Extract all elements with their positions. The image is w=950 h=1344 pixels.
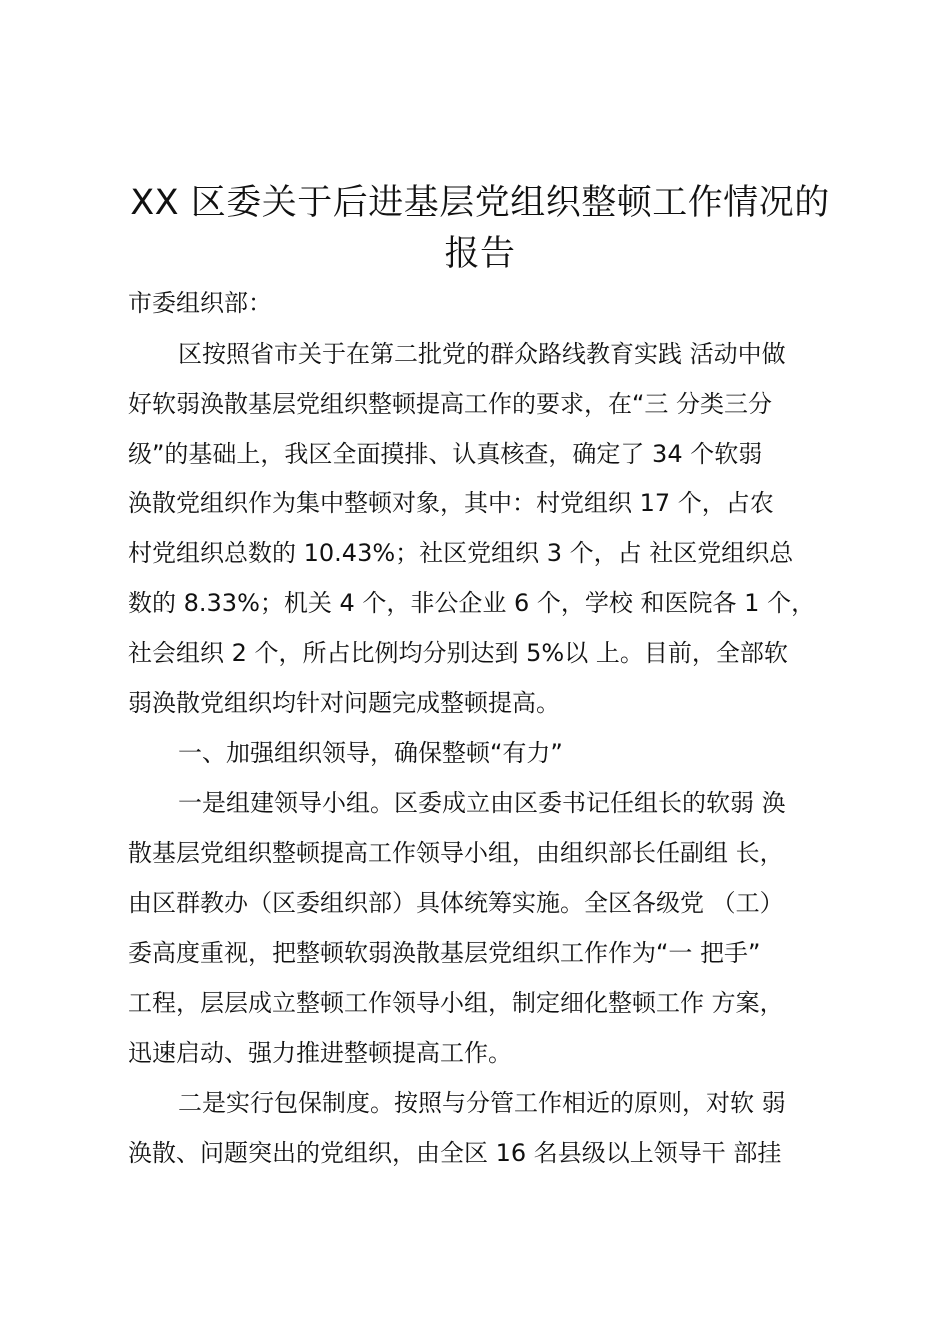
paragraph-line: 涣散、问题突出的党组织，由全区 16 名县级以上领导干 部挂 xyxy=(128,1139,782,1167)
paragraph-line: 数的 8.33%；机关 4 个，非公企业 6 个，学校 和医院各 1 个， xyxy=(128,589,816,617)
title-line-1: XX 区委关于后进基层党组织整顿工作情况的 xyxy=(130,183,830,223)
paragraph-line: 委高度重视，把整顿软弱涣散基层党组织工作作为“一 把手” xyxy=(128,939,761,967)
document-title xyxy=(100,178,860,280)
paragraph-line: 二是实行包保制度。按照与分管工作相近的原则，对软 弱 xyxy=(178,1089,786,1117)
paragraph-line: 区按照省市关于在第二批党的群众路线教育实践 活动中做 xyxy=(178,340,786,368)
section-heading: 一、加强组织领导，确保整顿“有力” xyxy=(178,739,563,767)
paragraph-line: 级”的基础上，我区全面摸排、认真核查，确定了 34 个软弱 xyxy=(128,440,763,468)
paragraph-line: 涣散党组织作为集中整顿对象，其中：村党组织 17 个，占农 xyxy=(128,489,774,517)
paragraph-line: 社会组织 2 个，所占比例均分别达到 5%以 上。目前，全部软 xyxy=(128,639,788,667)
title-line-2: 报告 xyxy=(444,234,516,274)
paragraph-line: 弱涣散党组织均针对问题完成整顿提高。 xyxy=(128,689,560,717)
paragraph-line: 散基层党组织整顿提高工作领导小组，由组织部长任副组 长， xyxy=(128,839,784,867)
paragraph-line: 好软弱涣散基层党组织整顿提高工作的要求，在“三 分类三分 xyxy=(128,390,773,418)
paragraph-line: 一是组建领导小组。区委成立由区委书记任组长的软弱 涣 xyxy=(178,789,786,817)
paragraph-line: 由区群教办（区委组织部）具体统筹实施。全区各级党 （工） xyxy=(128,889,784,917)
paragraph-line: 村党组织总数的 10.43%；社区党组织 3 个，占 社区党组织总 xyxy=(128,539,794,567)
paragraph-line: 迅速启动、强力推进整顿提高工作。 xyxy=(128,1039,512,1067)
salutation: 市委组织部： xyxy=(128,289,272,317)
paragraph-line: 工程，层层成立整顿工作领导小组，制定细化整顿工作 方案， xyxy=(128,989,784,1017)
